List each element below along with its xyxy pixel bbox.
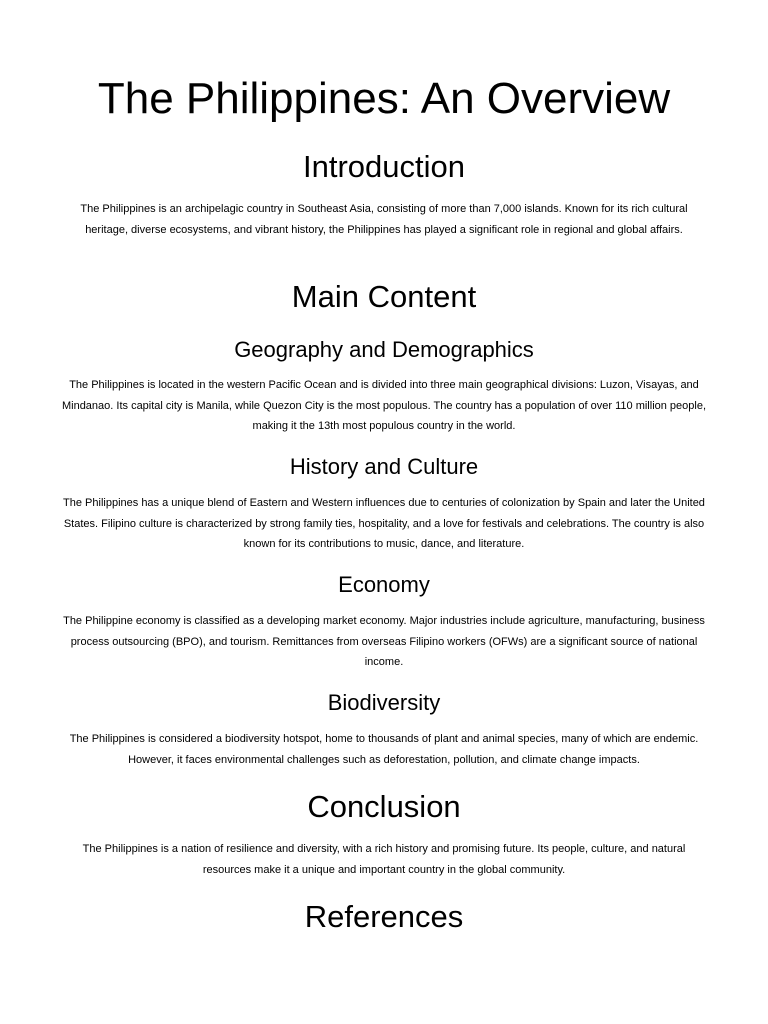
biodiversity-heading: Biodiversity [327,690,441,715]
main-content-heading: Main Content [291,279,477,314]
economy-text: The Philippine economy is classified as a developing market economy. Major industries include agriculture, manufacturing, business process outsourcing (BPO), and tourism. Remittances from overseas Filipino workers (OFWs) are a significant source of national income. [63,615,705,668]
conclusion-text: The Philippines is a nation of resilience and diversity, with a rich history and promising future. Its people, culture, and natural resources make it a unique and important country in the global community. [82,843,686,876]
introduction-text: The Philippines is an archipelagic country in Southeast Asia, consisting of more than 7,000 islands. Known for its rich cultural heritage, diverse ecosystems, and vibrant history, the Philippines has played a significant role in regional and global affairs. [80,203,688,236]
conclusion-heading: Conclusion [307,789,461,824]
introduction-heading: Introduction [303,149,465,184]
document-title: The Philippines: An Overview [97,74,671,123]
history-heading: History and Culture [289,454,479,479]
economy-heading: Economy [338,572,430,597]
references-heading: References [304,899,464,934]
biodiversity-text: The Philippines is considered a biodiversity hotspot, home to thousands of plant and animal species, many of which are endemic. However, it faces environmental challenges such as deforestation, pollution, and climate change impacts. [69,733,699,766]
history-text: The Philippines has a unique blend of Eastern and Western influences due to centuries of colonization by Spain and later the United States. Filipino culture is characterized by strong family ties, hospitality, and a love for festivals and celebrations. The country is also known for its contributions to music, dance, and literature. [63,497,705,550]
geography-heading: Geography and Demographics [234,337,534,362]
geography-text: The Philippines is located in the western Pacific Ocean and is divided into three main geographical divisions: Luzon, Visayas, and Mindanao. Its capital city is Manila, while Quezon City is the most populous. The country has a population of over 110 million people, making it the 13th most populous country in the world. [61,379,707,432]
